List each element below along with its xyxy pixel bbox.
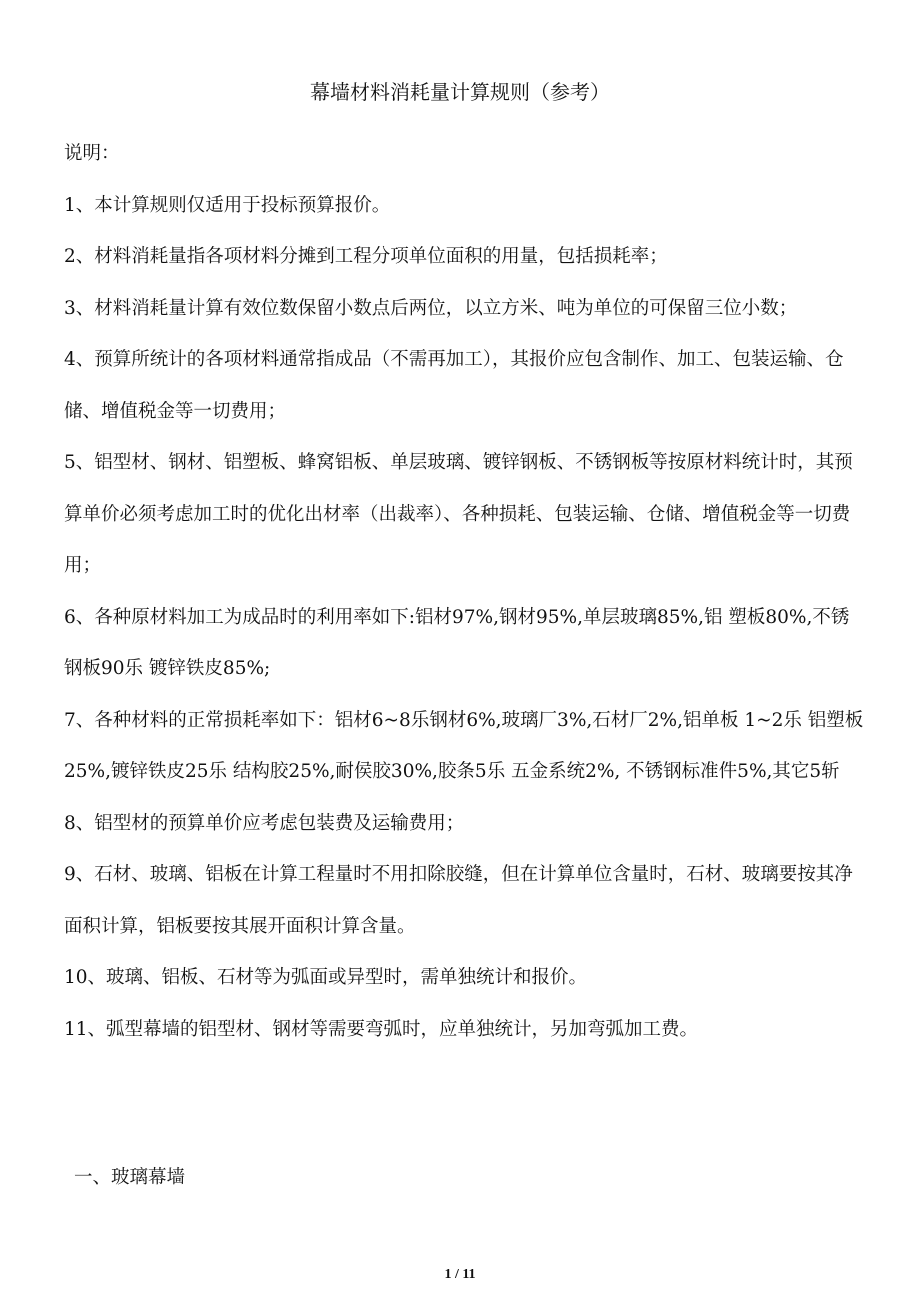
rule-1: 1、本计算规则仅适用于投标预算报价。 bbox=[64, 194, 391, 216]
rule-10: 10、玻璃、铝板、石材等为弧面或异型时，需单独统计和报价。 bbox=[64, 967, 588, 988]
intro-label: 说明： bbox=[64, 143, 120, 164]
rule-8: 8、铝型材的预算单价应考虑包装费及运输费用； bbox=[64, 812, 465, 834]
rule-2: 2、材料消耗量指各项材料分摊到工程分项单位面积的用量，包括损耗率； bbox=[64, 246, 668, 267]
document-title: 幕墙材料消耗量计算规则（参考） bbox=[310, 80, 610, 104]
rule-7: 7、各种材料的正常损耗率如下：铝材6~8乐钢材6%,玻璃厂3%,石材厂2%,铝单板 1~2乐 铝塑板25%,镀锌铁皮25乐 结构胶25%,耐侯胶30%,胶条5乐 五金系统2%, 不锈钢标准件5%,其它5斩 bbox=[64, 709, 864, 782]
rule-3: 3、材料消耗量计算有效位数保留小数点后两位，以立方米、吨为单位的可保留三位小数； bbox=[64, 297, 798, 319]
rule-11: 11、弧型幕墙的铝型材、钢材等需要弯弧时，应单独统计，另加弯弧加工费。 bbox=[64, 1018, 699, 1040]
rule-5: 5、铝型材、钢材、铝塑板、蜂窝铝板、单层玻璃、镀锌钢板、不锈钢板等按原材料统计时，其预算单价必须考虑加工时的优化出材率（出裁率）、各种损耗、包装运输、仓储、增值税金等一切费用； bbox=[64, 452, 853, 576]
rule-9: 9、石材、玻璃、铝板在计算工程量时不用扣除胶缝，但在计算单位含量时，石材、玻璃要按其净面积计算，铝板要按其展开面积计算含量。 bbox=[64, 864, 853, 937]
section-heading-glass-curtain-wall: 一、玻璃幕墙 bbox=[74, 1167, 186, 1188]
page-number: 1 / 11 bbox=[444, 1267, 476, 1282]
rule-6: 6、各种原材料加工为成品时的利用率如下:铝材97%,钢材95%,单层玻璃85%,铝 塑板80%,不锈钢板90乐 镀锌铁皮85%; bbox=[64, 606, 850, 679]
rule-4: 4、预算所统计的各项材料通常指成品（不需再加工），其报价应包含制作、加工、包装运输、仓储、增值税金等一切费用； bbox=[64, 349, 844, 422]
document-body bbox=[64, 128, 864, 1055]
